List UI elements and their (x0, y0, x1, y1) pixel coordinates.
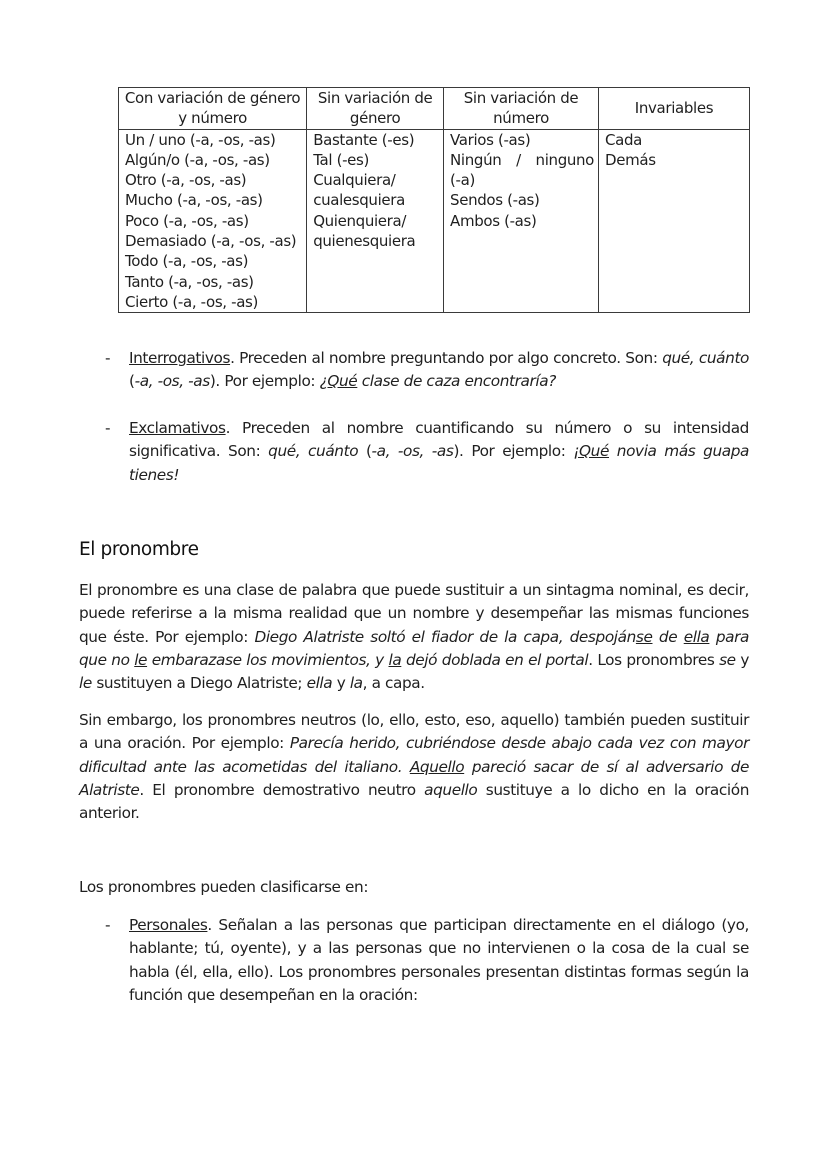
example-text: embarazase los movimientos, y (147, 650, 389, 669)
text: sustituye a lo dicho en la oración anterior. (79, 780, 749, 823)
example-text: para que no (79, 627, 750, 669)
table-cell (599, 129, 750, 313)
cell-item: Demás (605, 150, 656, 169)
determiners-table (118, 87, 750, 313)
cell-item: quienesquiera (313, 232, 416, 251)
italic-text: qué, cuánto (268, 442, 359, 461)
text: Sin embargo, los pronombres neutros (lo, ello, esto, eso, aquello) también pueden sustituir a una oración. Por ejemplo: (79, 711, 749, 753)
text: . Señalan a las personas que participan directamente en el diálogo (yo, hablante; tú, oyente), y a las personas que no intervienen o la cosa de la cual se habla (él, ella, ello). Los pronombres personales presentan distintas formas según la función que desempeñan en la oración: (129, 916, 749, 1004)
example-text: Diego Alatriste soltó el fiador de la capa, despoján (254, 627, 636, 646)
example-text: Parecía herido, cubriéndose desde abajo cada vez con mayor dificultad ante las acometidas del italiano. (79, 734, 749, 776)
cell-item: cualesquiera (313, 191, 405, 210)
example-underlined: ¡Qué (573, 442, 609, 461)
cell-item: Quienquiera/ (313, 211, 407, 230)
cell-item: Demasiado (-a, -os, -as) (125, 232, 297, 251)
italic-text: se (719, 650, 736, 669)
cell-item: Algún/o (-a, -os, -as) (125, 150, 270, 169)
cell-item: Tal (-es) (313, 150, 370, 169)
list-item-exclamativos (105, 417, 750, 487)
example-underlined: Aquello (409, 757, 465, 776)
cell-item: Varios (-as) (450, 130, 531, 149)
example-underlined: ¿Qué (319, 372, 358, 391)
cell-item: Un / uno (-a, -os, -as) (125, 130, 276, 149)
cell-item: Mucho (-a, -os, -as) (125, 191, 263, 210)
text: . El pronombre demostrativo neutro (139, 780, 425, 799)
term-label: Exclamativos (129, 419, 226, 437)
table-cell (444, 129, 599, 313)
table-row (119, 129, 750, 313)
italic-text: -a, -os, -as (134, 372, 210, 391)
example-underlined: ella (683, 627, 710, 646)
example-text: de (652, 627, 684, 646)
bullet-dash: - (105, 419, 111, 437)
bullet-dash: - (105, 349, 111, 367)
cell-item: Sendos (-as) (450, 191, 540, 210)
example-underlined: la (388, 650, 402, 669)
table-header-cell: Invariables (599, 88, 750, 130)
text: El pronombre es una clase de palabra que puede sustituir a un sintagma nominal, es decir, puede referirse a la misma realidad que un nombre y desempeñar las mismas funciones que éste. Por ejemplo: (79, 581, 749, 646)
cell-item: Ningún / ninguno (450, 150, 595, 169)
italic-text: -a, -os, -as (371, 442, 454, 461)
example-underlined: se (635, 627, 653, 646)
cell-item: Ambos (-as) (450, 211, 537, 230)
text: y (735, 650, 749, 669)
table-header-cell: Sin variación de género (307, 88, 444, 130)
cell-item: Cada (605, 130, 642, 149)
italic-text: qué, cuánto (662, 349, 749, 367)
paragraph-definition (79, 579, 749, 695)
bullet-dash: - (105, 916, 111, 934)
cell-item: Poco (-a, -os, -as) (125, 211, 249, 230)
cell-item: Cierto (-a, -os, -as) (125, 292, 258, 311)
cell-item: Bastante (-es) (313, 130, 415, 149)
list-item-personales (105, 914, 749, 1007)
text: . Los pronombres (588, 650, 720, 669)
text: ( (129, 372, 135, 391)
italic-text: la (349, 674, 363, 693)
italic-text: ella (306, 674, 333, 693)
text: . Preceden al nombre cuantificando su número o su intensidad significativa. Son: (129, 419, 749, 461)
example-text: novia más guapa tienes! (129, 442, 750, 484)
text: y (332, 674, 350, 693)
cell-item: Tanto (-a, -os, -as) (125, 272, 254, 291)
table-cell (307, 129, 444, 313)
example-underlined: le (134, 650, 148, 669)
table-header-cell: Con variación de género y número (119, 88, 307, 130)
text: ). Por ejemplo: (453, 442, 574, 461)
text: , a capa. (362, 674, 425, 693)
text: ). Por ejemplo: (209, 372, 320, 391)
list-item-interrogativos (105, 347, 749, 394)
table-cell (119, 129, 307, 313)
cell-item: Todo (-a, -os, -as) (125, 252, 249, 271)
cell-item: Cualquiera/ (313, 171, 396, 190)
cell-item: Otro (-a, -os, -as) (125, 171, 247, 190)
example-text: pareció sacar de sí al adversario de Alatriste (79, 757, 749, 799)
cell-item: (-a) (450, 171, 475, 190)
text: . Preceden al nombre preguntando por algo concreto. Son: (230, 349, 663, 367)
paragraph-neutros (79, 709, 749, 825)
italic-text: le (79, 674, 92, 693)
paragraph-clasificacion: Los pronombres pueden clasificarse en: (79, 878, 369, 896)
table-header-row (119, 88, 750, 130)
text: ( (358, 442, 372, 461)
text: sustituyen a Diego Alatriste; (91, 674, 307, 693)
section-heading: El pronombre (79, 539, 199, 560)
italic-text: aquello (424, 780, 478, 799)
table-header-cell: Sin variación de número (444, 88, 599, 130)
term-label: Personales (129, 916, 208, 934)
example-text: clase de caza encontraría? (357, 372, 556, 391)
example-text: dejó doblada en el portal (401, 650, 589, 669)
term-label: Interrogativos (129, 349, 231, 367)
